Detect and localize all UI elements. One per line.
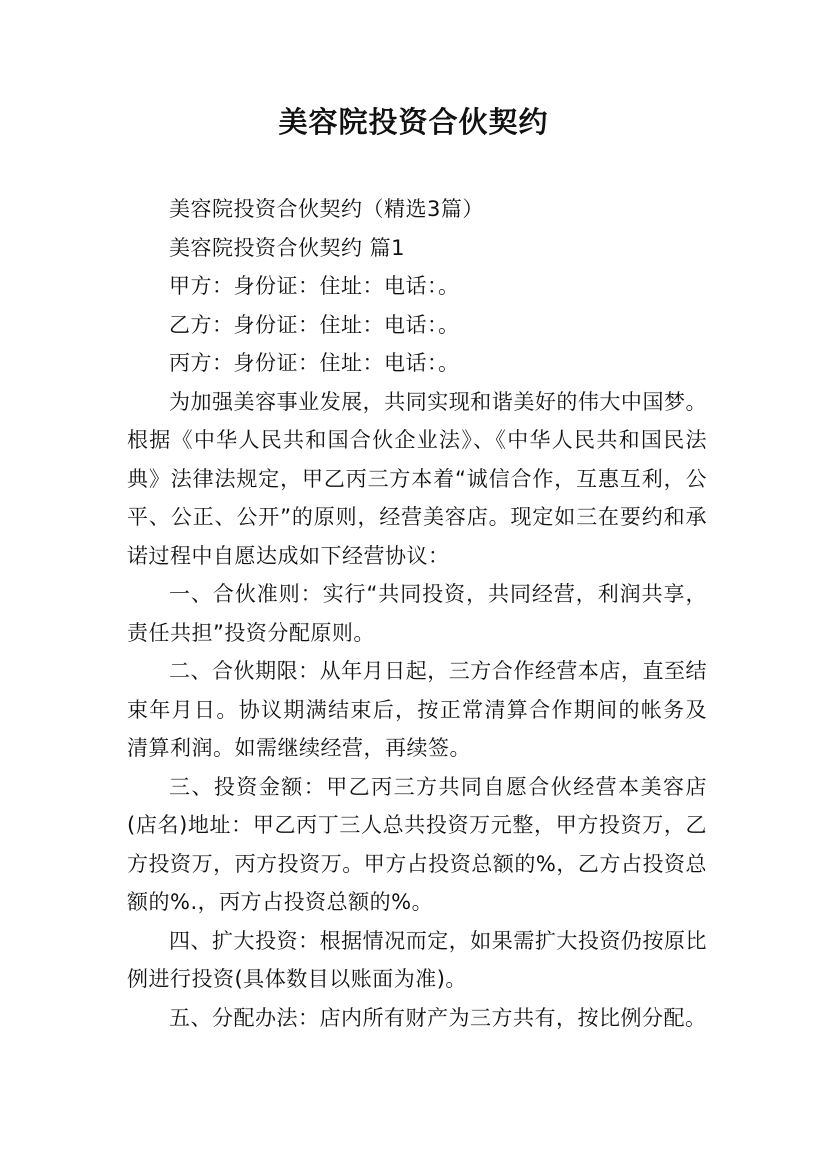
clause-2-paragraph: 二、合伙期限：从年月日起，三方合作经营本店，直至结束年月日。协议期满结束后，按正常清算合作期间的帐务及清算利润。如需继续经营，再续签。 — [127, 659, 707, 760]
clause-5-paragraph: 五、分配办法：店内所有财产为三方共有，按比例分配。 — [169, 1005, 707, 1030]
clause-1-paragraph: 一、合伙准则：实行“共同投资，共同经营，利润共享，责任共担”投资分配原则。 — [127, 582, 707, 645]
document-body — [127, 190, 707, 1037]
party-a-line: 甲方：身份证：住址：电话：。 — [169, 274, 460, 298]
party-c-line: 丙方：身份证：住址：电话：。 — [169, 351, 460, 375]
subtitle-line: 美容院投资合伙契约（精选3篇） — [169, 197, 484, 221]
preamble-paragraph: 为加强美容事业发展，共同实现和谐美好的伟大中国梦。根据《中华人民共和国合伙企业法》、《中华人民共和国民法典》法律法规定，甲乙丙三方本着“诚信合作，互惠互利，公平、公正、公开”的原则，经营美容店。现定如三在要约和承诺过程中自愿达成如下经营协议： — [127, 389, 707, 568]
document-title: 美容院投资合伙契约 — [278, 105, 549, 139]
clause-3-paragraph: 三、投资金额：甲乙丙三方共同自愿合伙经营本美容店(店名)地址：甲乙丙丁三人总共投资万元整，甲方投资万，乙方投资万，丙方投资万。甲方占投资总额的%，乙方占投资总额的%.，丙方占投资总额的%。 — [127, 774, 707, 914]
party-b-line: 乙方：身份证：住址：电话：。 — [169, 312, 460, 337]
clause-4-paragraph: 四、扩大投资：根据情况而定，如果需扩大投资仍按原比例进行投资(具体数目以账面为准)。 — [127, 928, 707, 991]
section-heading: 美容院投资合伙契约 篇1 — [169, 235, 406, 260]
